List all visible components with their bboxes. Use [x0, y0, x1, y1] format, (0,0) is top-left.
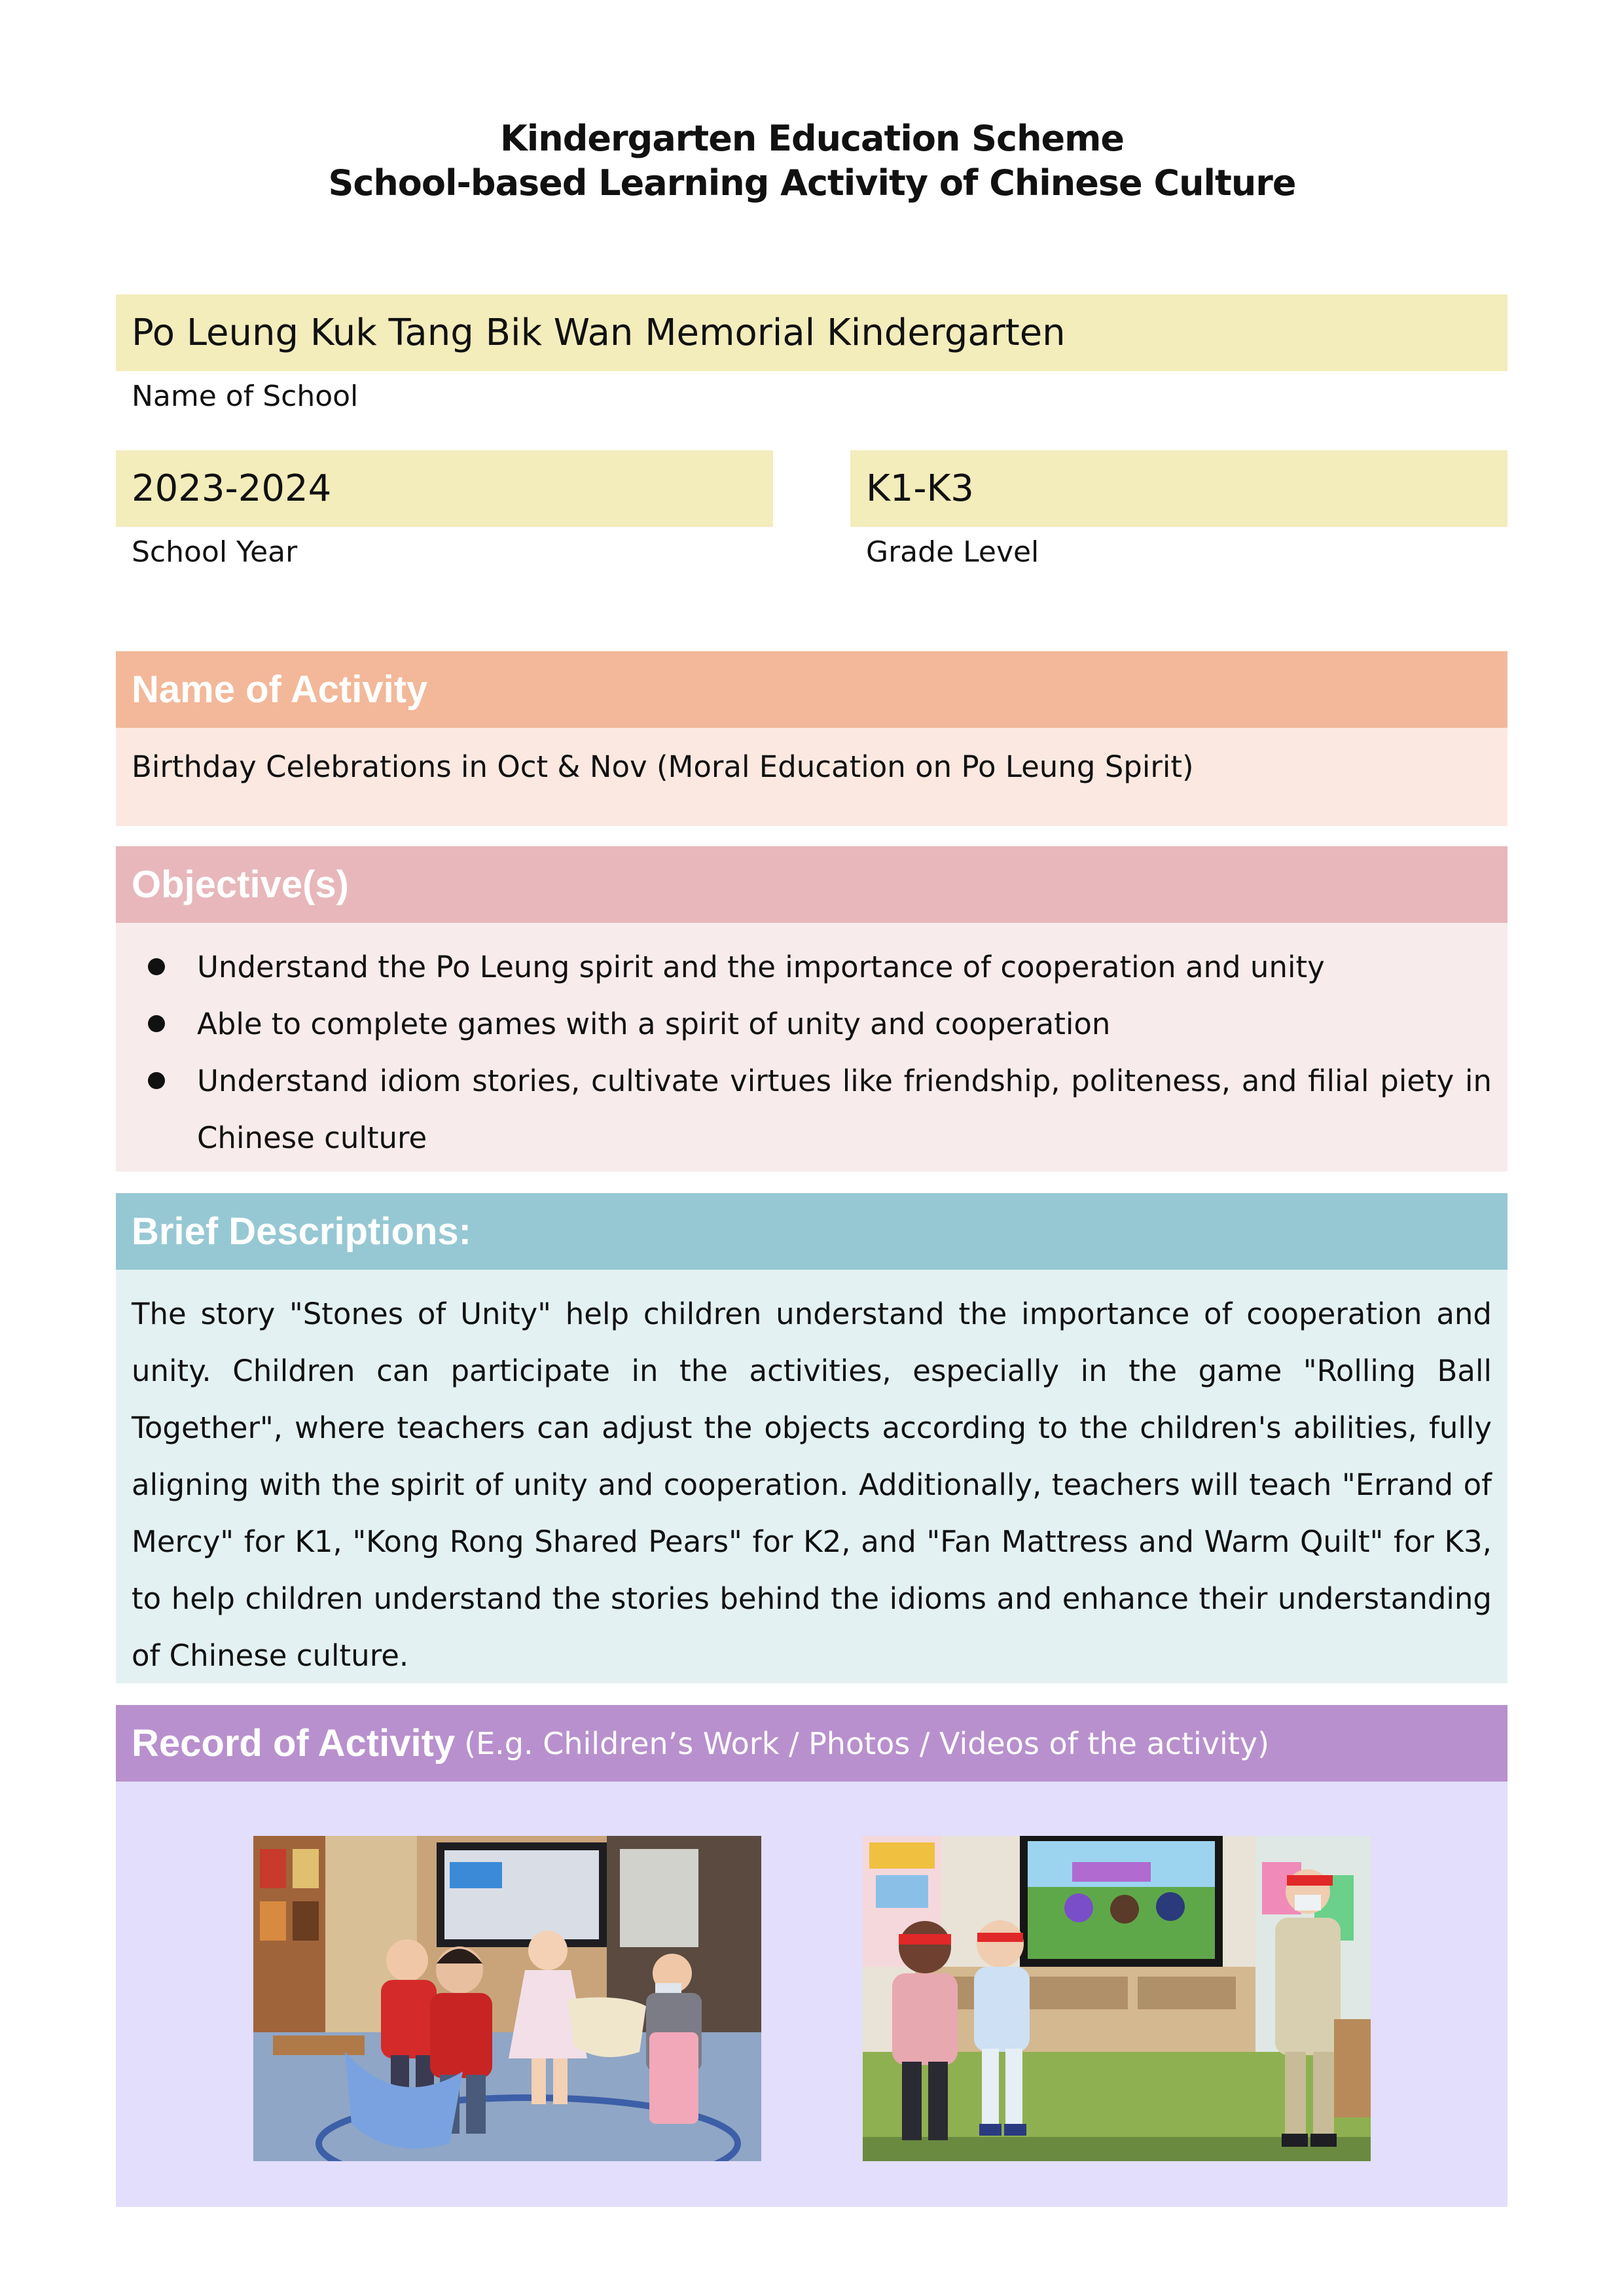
objective-text: Able to complete games with a spirit of unity and cooperation	[197, 1007, 1111, 1041]
objective-text: Understand idiom stories, cultivate virtues like friendship, politeness, and filial piety in Chinese culture	[197, 1064, 1492, 1155]
description-heading	[116, 1193, 1507, 1270]
activity-photo-rolling-ball-game	[253, 1836, 761, 2161]
activity-type-title: School-based Learning Activity of Chinese Culture	[328, 162, 1296, 204]
record-subheading: (E.g. Children’s Work / Photos / Videos of the activity)	[464, 1725, 1270, 1761]
objectives-heading	[116, 846, 1507, 923]
grade-level: K1-K3	[866, 467, 974, 510]
objective-item	[132, 996, 1492, 1052]
record-heading	[116, 1705, 1507, 1782]
objective-item	[132, 1052, 1492, 1166]
school-year-field	[116, 450, 773, 527]
objectives-body	[116, 923, 1507, 1172]
school-year-label: School Year	[132, 535, 298, 569]
grade-level-field	[850, 450, 1507, 527]
description-body	[116, 1270, 1507, 1683]
objectives-list	[132, 939, 1492, 1166]
description-text: The story "Stones of Unity" help children understand the importance of cooperation and unity. Children can participate in the activities, especially in the game "Rolling Ball Together", where teachers can adjust the objects according to the children's abilities, fully aligning with the spirit of unity and cooperation. Additionally, teachers will teach "Errand of Mercy" for K1, "Kong Rong Shared Pears" for K2, and "Fan Mattress and Warm Quilt" for K3, to help children understand the stories behind the idioms and enhance their understanding of Chinese culture.	[132, 1297, 1492, 1673]
bullet-icon	[148, 1072, 165, 1089]
activity-name: Birthday Celebrations in Oct & Nov (Moral Education on Po Leung Spirit)	[132, 749, 1194, 784]
activity-heading-text: Name of Activity	[132, 668, 428, 711]
record-heading-text: Record of Activity	[132, 1722, 456, 1765]
activity-photo-idiom-story	[863, 1836, 1371, 2161]
bullet-icon	[148, 958, 165, 975]
activity-heading	[116, 651, 1507, 728]
school-name-field	[116, 295, 1507, 371]
school-name: Po Leung Kuk Tang Bik Wan Memorial Kindergarten	[132, 312, 1066, 354]
school-name-label: Name of School	[132, 380, 359, 413]
scheme-title: Kindergarten Education Scheme	[499, 118, 1125, 159]
objectives-heading-text: Objective(s)	[132, 863, 349, 906]
grade-level-label: Grade Level	[866, 535, 1039, 569]
objective-item	[132, 939, 1492, 996]
description-heading-text: Brief Descriptions:	[132, 1210, 471, 1253]
activity-body	[116, 728, 1507, 826]
objective-text: Understand the Po Leung spirit and the importance of cooperation and unity	[197, 950, 1325, 984]
document-header	[0, 117, 1624, 206]
bullet-icon	[148, 1015, 165, 1032]
school-year: 2023-2024	[132, 467, 332, 510]
